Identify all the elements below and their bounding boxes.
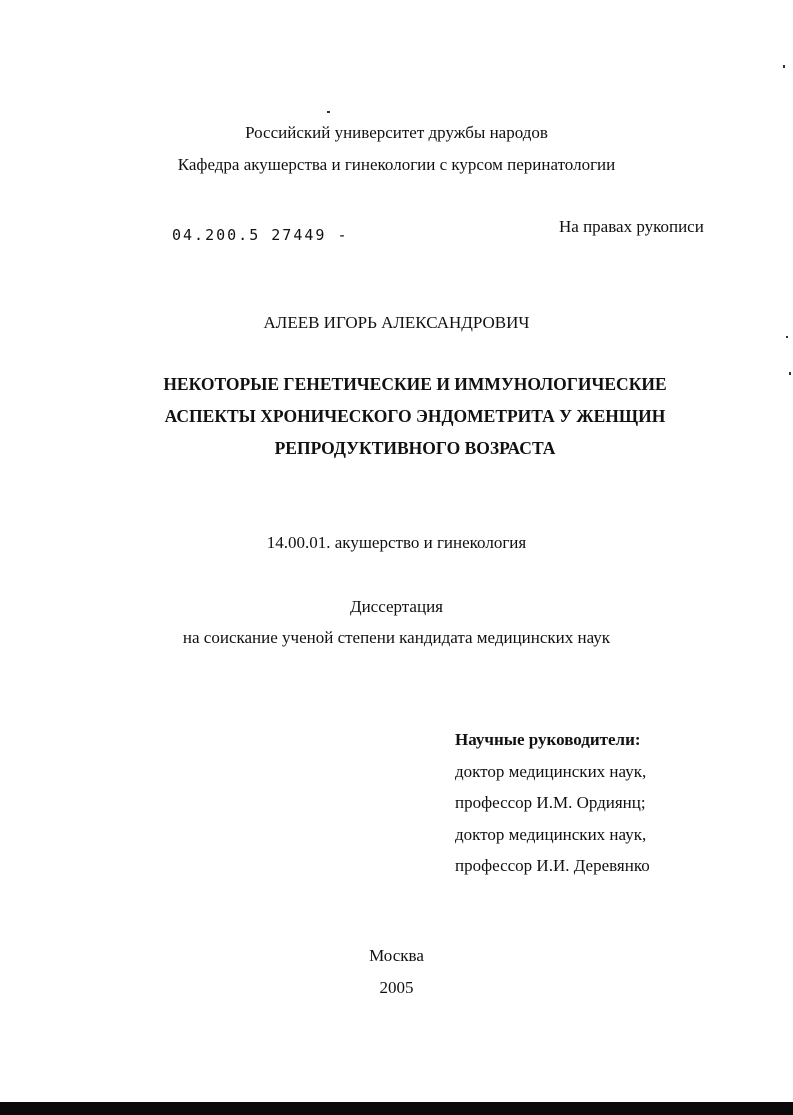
year: 2005 xyxy=(379,978,414,997)
city: Москва xyxy=(369,946,424,965)
university-name: Российский университет дружбы народов xyxy=(245,123,548,142)
scan-speck xyxy=(783,65,785,68)
title-line: АСПЕКТЫ ХРОНИЧЕСКОГО ЭНДОМЕТРИТА У ЖЕНЩИН xyxy=(164,406,666,426)
author-name: АЛЕЕВ ИГОРЬ АЛЕКСАНДРОВИЧ xyxy=(263,313,530,332)
supervisor-line: профессор И.И. Деревянко xyxy=(455,856,650,875)
manuscript-rights: На правах рукописи xyxy=(559,217,704,236)
scan-speck xyxy=(786,336,788,338)
specialty: 14.00.01. акушерство и гинекология xyxy=(266,533,527,552)
degree-description: на соискание ученой степени кандидата медицинских наук xyxy=(182,628,611,647)
supervisors-block xyxy=(455,724,650,882)
supervisor-line: доктор медицинских наук, xyxy=(455,761,647,781)
dissertation-title xyxy=(0,368,793,464)
registration-number: 04.200.5 27449 - xyxy=(172,226,349,244)
department-name: Кафедра акушерства и гинекологии с курсом перинатологии xyxy=(177,155,616,174)
document-type: Диссертация xyxy=(349,597,443,616)
title-line: РЕПРОДУКТИВНОГО ВОЗРАСТА xyxy=(274,438,556,458)
scan-border xyxy=(0,1102,793,1115)
supervisor-line: доктор медицинских наук, xyxy=(455,824,647,844)
supervisors-heading: Научные руководители: xyxy=(455,730,641,749)
supervisor-line: профессор И.М. Ордиянц; xyxy=(455,793,646,812)
title-line: НЕКОТОРЫЕ ГЕНЕТИЧЕСКИЕ И ИММУНОЛОГИЧЕСКИЕ xyxy=(163,374,667,394)
scan-speck xyxy=(327,111,330,113)
